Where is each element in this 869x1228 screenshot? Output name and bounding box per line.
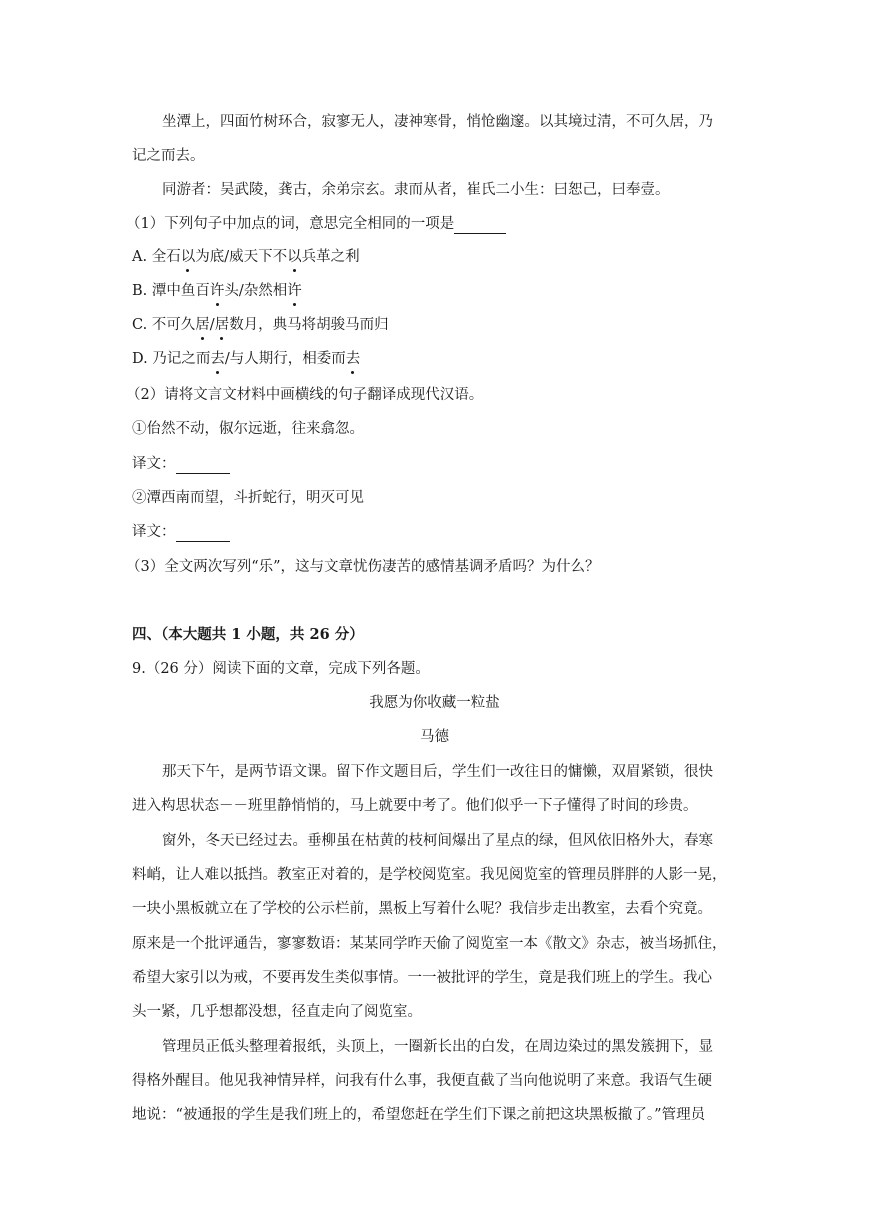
article-author: 马德	[420, 729, 449, 745]
option-text: 头/杂然相	[224, 283, 288, 299]
sentence-2: ②潭西南而望，斗折蛇行，明灭可见	[132, 490, 364, 506]
option-text: /与人期行，相委而	[224, 351, 346, 367]
sentence-1: ①佁然不动，俶尔远逝，往来翕忽。	[132, 421, 364, 437]
option-text: C. 不可久	[132, 317, 196, 333]
translation-label: 译文：	[132, 524, 176, 540]
option-text: B. 潭中鱼百	[132, 283, 210, 299]
dotted-word: 去	[345, 351, 361, 367]
option-text: 兵革之利	[301, 249, 360, 265]
dotted-word: 居	[214, 317, 230, 333]
article-line: 一块小黑板就立在了学校的公示栏前，黑板上写着什么呢？我信步走出教室，去看个究竟。	[132, 901, 712, 917]
option-text: D. 乃记之而	[132, 351, 211, 367]
article-line: 头一紧，几乎想都没想，径直走向了阅览室。	[132, 1004, 422, 1020]
dotted-word: 以	[180, 249, 196, 265]
article-title: 我愿为你收藏一粒盐	[369, 695, 500, 711]
question-2-stem: （2）请将文言文材料中画横线的句子翻译成现代汉语。	[126, 387, 484, 403]
option-text: 数月，典马将胡骏马而归	[229, 317, 389, 333]
option-text: /	[209, 317, 215, 333]
answer-blank[interactable]	[176, 526, 230, 542]
article-line: 管理员正低头整理着报纸，头顶上，一圈新长出的白发，在周边染过的黑发簇拥下，显	[162, 1039, 713, 1055]
article-line: 进入构思状态－－班里静悄悄的，马上就要中考了。他们似乎一下子懂得了时间的珍贵。	[132, 798, 698, 814]
option-c[interactable]	[132, 315, 389, 335]
article-line: 料峭，让人难以抵挡。教室正对着的，是学校阅览室。我见阅览室的管理员胖胖的人影一晃，	[132, 867, 727, 883]
dotted-word: 去	[210, 351, 225, 367]
section-heading: 四、（本大题共 1 小题，共 26 分）	[132, 626, 364, 643]
translation-label: 译文：	[132, 456, 176, 472]
translation-2	[132, 522, 230, 542]
passage-line: 同游者：吴武陵，龚古，余弟宗玄。隶而从者，崔氏二小生：曰恕己，曰奉壹。	[162, 182, 670, 198]
dotted-word: 许	[287, 283, 302, 299]
article-line: 原来是一个批评通告，寥寥数语：某某同学昨天偷了阅览室一本《散文》杂志，被当场抓住，	[132, 936, 727, 952]
passage-line: 记之而去。	[132, 148, 205, 164]
question-1-stem	[126, 214, 506, 234]
option-b[interactable]	[132, 281, 302, 301]
dotted-word: 许	[209, 283, 225, 299]
dotted-word: 以	[287, 249, 302, 265]
question-text: （1）下列句子中加点的词，意思完全相同的一项是	[126, 216, 455, 232]
translation-1	[132, 454, 230, 474]
answer-blank[interactable]	[454, 218, 506, 234]
option-text: 为底/威天下不	[195, 249, 288, 265]
dotted-word: 居	[195, 317, 210, 333]
article-line: 窗外，冬天已经过去。垂柳虽在枯黄的枝柯间爆出了星点的绿，但风依旧格外大，春寒	[162, 833, 713, 849]
article-line: 得格外醒目。他见我神情异样，问我有什么事，我便直截了当向他说明了来意。我语气生硬	[132, 1073, 712, 1089]
question-9-stem: 9.（26 分）阅读下面的文章，完成下列各题。	[132, 661, 430, 677]
article-line: 地说：“被通报的学生是我们班上的，希望您赶在学生们下课之前把这块黑板撤了。”管理员	[132, 1107, 706, 1123]
option-a[interactable]	[132, 247, 360, 267]
option-text: A. 全石	[132, 249, 181, 265]
passage-line: 坐潭上，四面竹树环合，寂寥无人，凄神寒骨，悄怆幽邃。以其境过清，不可久居，乃	[162, 114, 713, 130]
question-3-stem: （3）全文两次写列“乐”，这与文章忧伤凄苦的感情基调矛盾吗？为什么？	[126, 559, 600, 575]
article-line: 那天下午，是两节语文课。留下作文题目后，学生们一改往日的慵懒，双眉紧锁，很快	[162, 764, 713, 780]
answer-blank[interactable]	[176, 458, 230, 474]
option-d[interactable]	[132, 349, 360, 369]
article-line: 希望大家引以为戒，不要再发生类似事情。一一被批评的学生，竟是我们班上的学生。我心	[132, 970, 712, 986]
